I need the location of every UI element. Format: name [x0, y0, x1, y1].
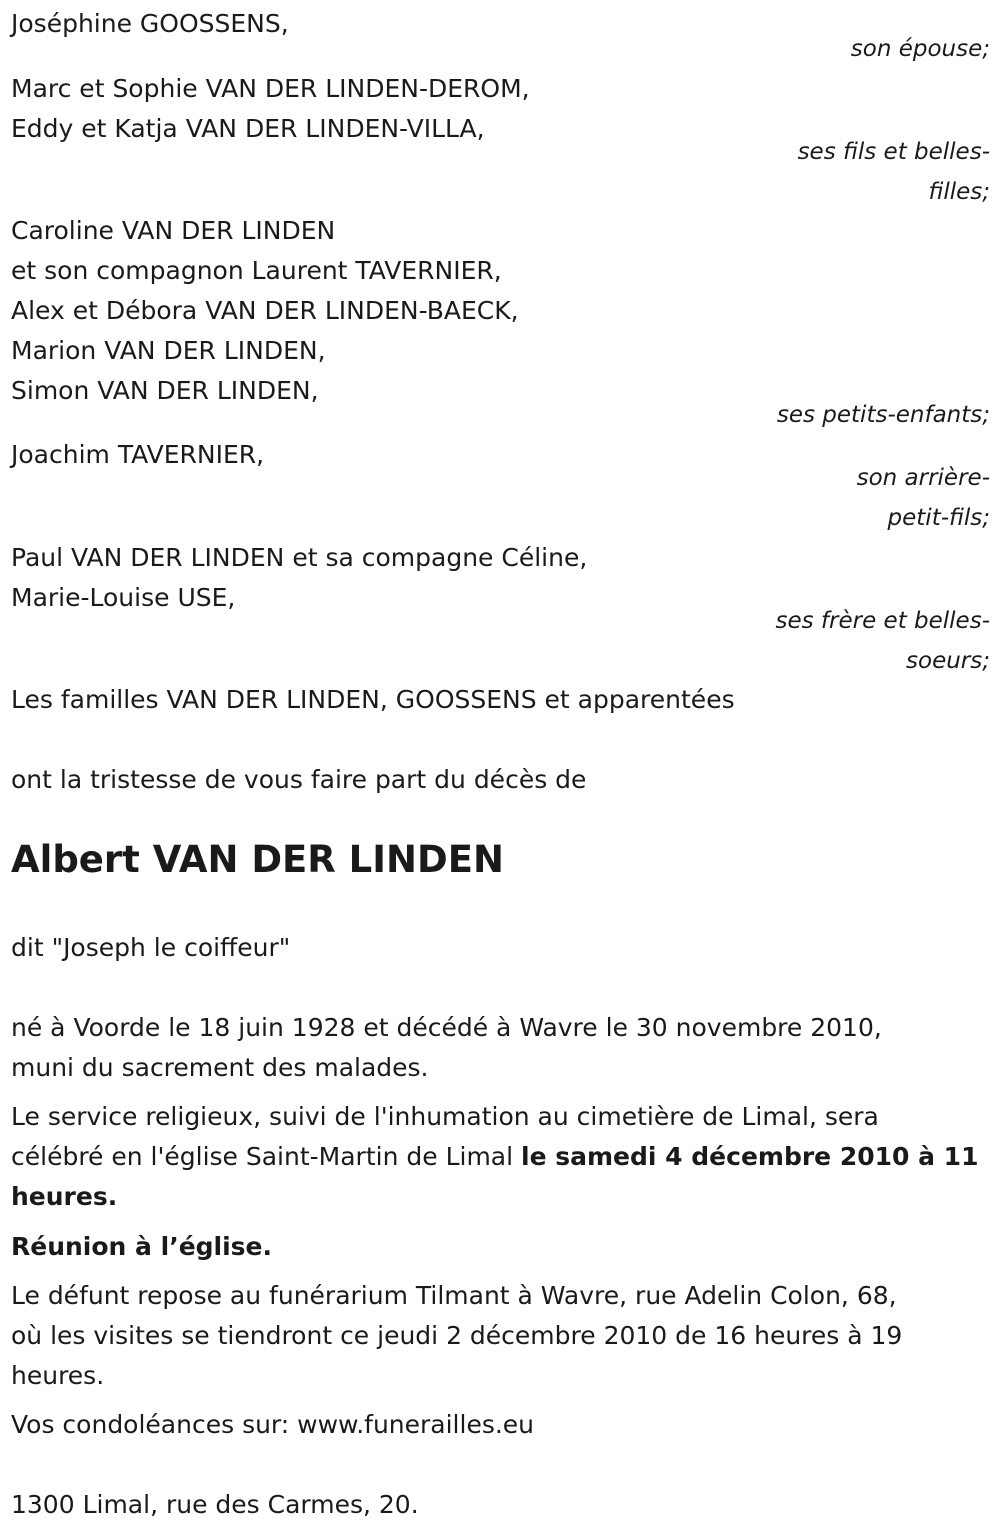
deceased-name: Albert VAN DER LINDEN — [11, 838, 504, 881]
great-grandchild-name: Joachim TAVERNIER, — [11, 440, 265, 469]
visitation-line-3: heures. — [11, 1361, 105, 1390]
service-line-3 — [11, 1177, 117, 1217]
spouse-name: Joséphine GOOSSENS, — [11, 9, 289, 38]
service-line-2 — [11, 1137, 978, 1177]
condolences-text: Vos condoléances sur: www.funerailles.eu — [11, 1410, 535, 1439]
announcement-text: ont la tristesse de vous faire part du décès de — [11, 765, 587, 794]
great-grandchild-role: son arrière- — [856, 465, 990, 491]
sibling-line: Paul VAN DER LINDEN et sa compagne Céline, — [11, 543, 588, 572]
grandchildren-role: ses petits-enfants; — [776, 402, 990, 428]
child-line: Eddy et Katja VAN DER LINDEN-VILLA, — [11, 114, 485, 143]
meeting-note — [11, 1227, 272, 1267]
service-location: célébré en l'église Saint-Martin de Limal — [11, 1142, 522, 1171]
grandchild-line: Marion VAN DER LINDEN, — [11, 336, 326, 365]
service-line: Le service religieux, suivi de l'inhumation au cimetière de Limal, sera — [11, 1102, 879, 1131]
children-role-cont: filles; — [928, 179, 990, 205]
child-line: Marc et Sophie VAN DER LINDEN-DEROM, — [11, 74, 530, 103]
grandchild-line: Alex et Débora VAN DER LINDEN-BAECK, — [11, 296, 519, 325]
meeting-text: Réunion à l’église. — [11, 1232, 273, 1261]
sibling-line: Marie-Louise USE, — [11, 583, 236, 612]
grandchild-line: Simon VAN DER LINDEN, — [11, 376, 319, 405]
siblings-role: ses frère et belles- — [775, 608, 990, 634]
deceased-nickname: dit "Joseph le coiffeur" — [11, 933, 291, 962]
address-text: 1300 Limal, rue des Carmes, 20. — [11, 1490, 419, 1519]
visitation-line-2: où les visites se tiendront ce jeudi 2 décembre 2010 de 16 heures à 19 — [11, 1321, 903, 1350]
families-line: Les familles VAN DER LINDEN, GOOSSENS et apparentées — [11, 685, 735, 714]
service-datetime: le samedi 4 décembre 2010 à 11 — [521, 1142, 979, 1171]
grandchild-line: et son compagnon Laurent TAVERNIER, — [11, 256, 502, 285]
siblings-role-cont: soeurs; — [906, 648, 990, 674]
great-grandchild-role-cont: petit-fils; — [887, 505, 990, 531]
spouse-role: son épouse; — [850, 36, 990, 62]
children-role: ses fils et belles- — [797, 139, 990, 165]
service-time-cont: heures. — [11, 1182, 118, 1211]
birth-death-line-cont: muni du sacrement des malades. — [11, 1053, 429, 1082]
visitation-line: Le défunt repose au funérarium Tilmant à Wavre, rue Adelin Colon, 68, — [11, 1281, 897, 1310]
birth-death-line: né à Voorde le 18 juin 1928 et décédé à Wavre le 30 novembre 2010, — [11, 1013, 882, 1042]
grandchild-line: Caroline VAN DER LINDEN — [11, 216, 336, 245]
